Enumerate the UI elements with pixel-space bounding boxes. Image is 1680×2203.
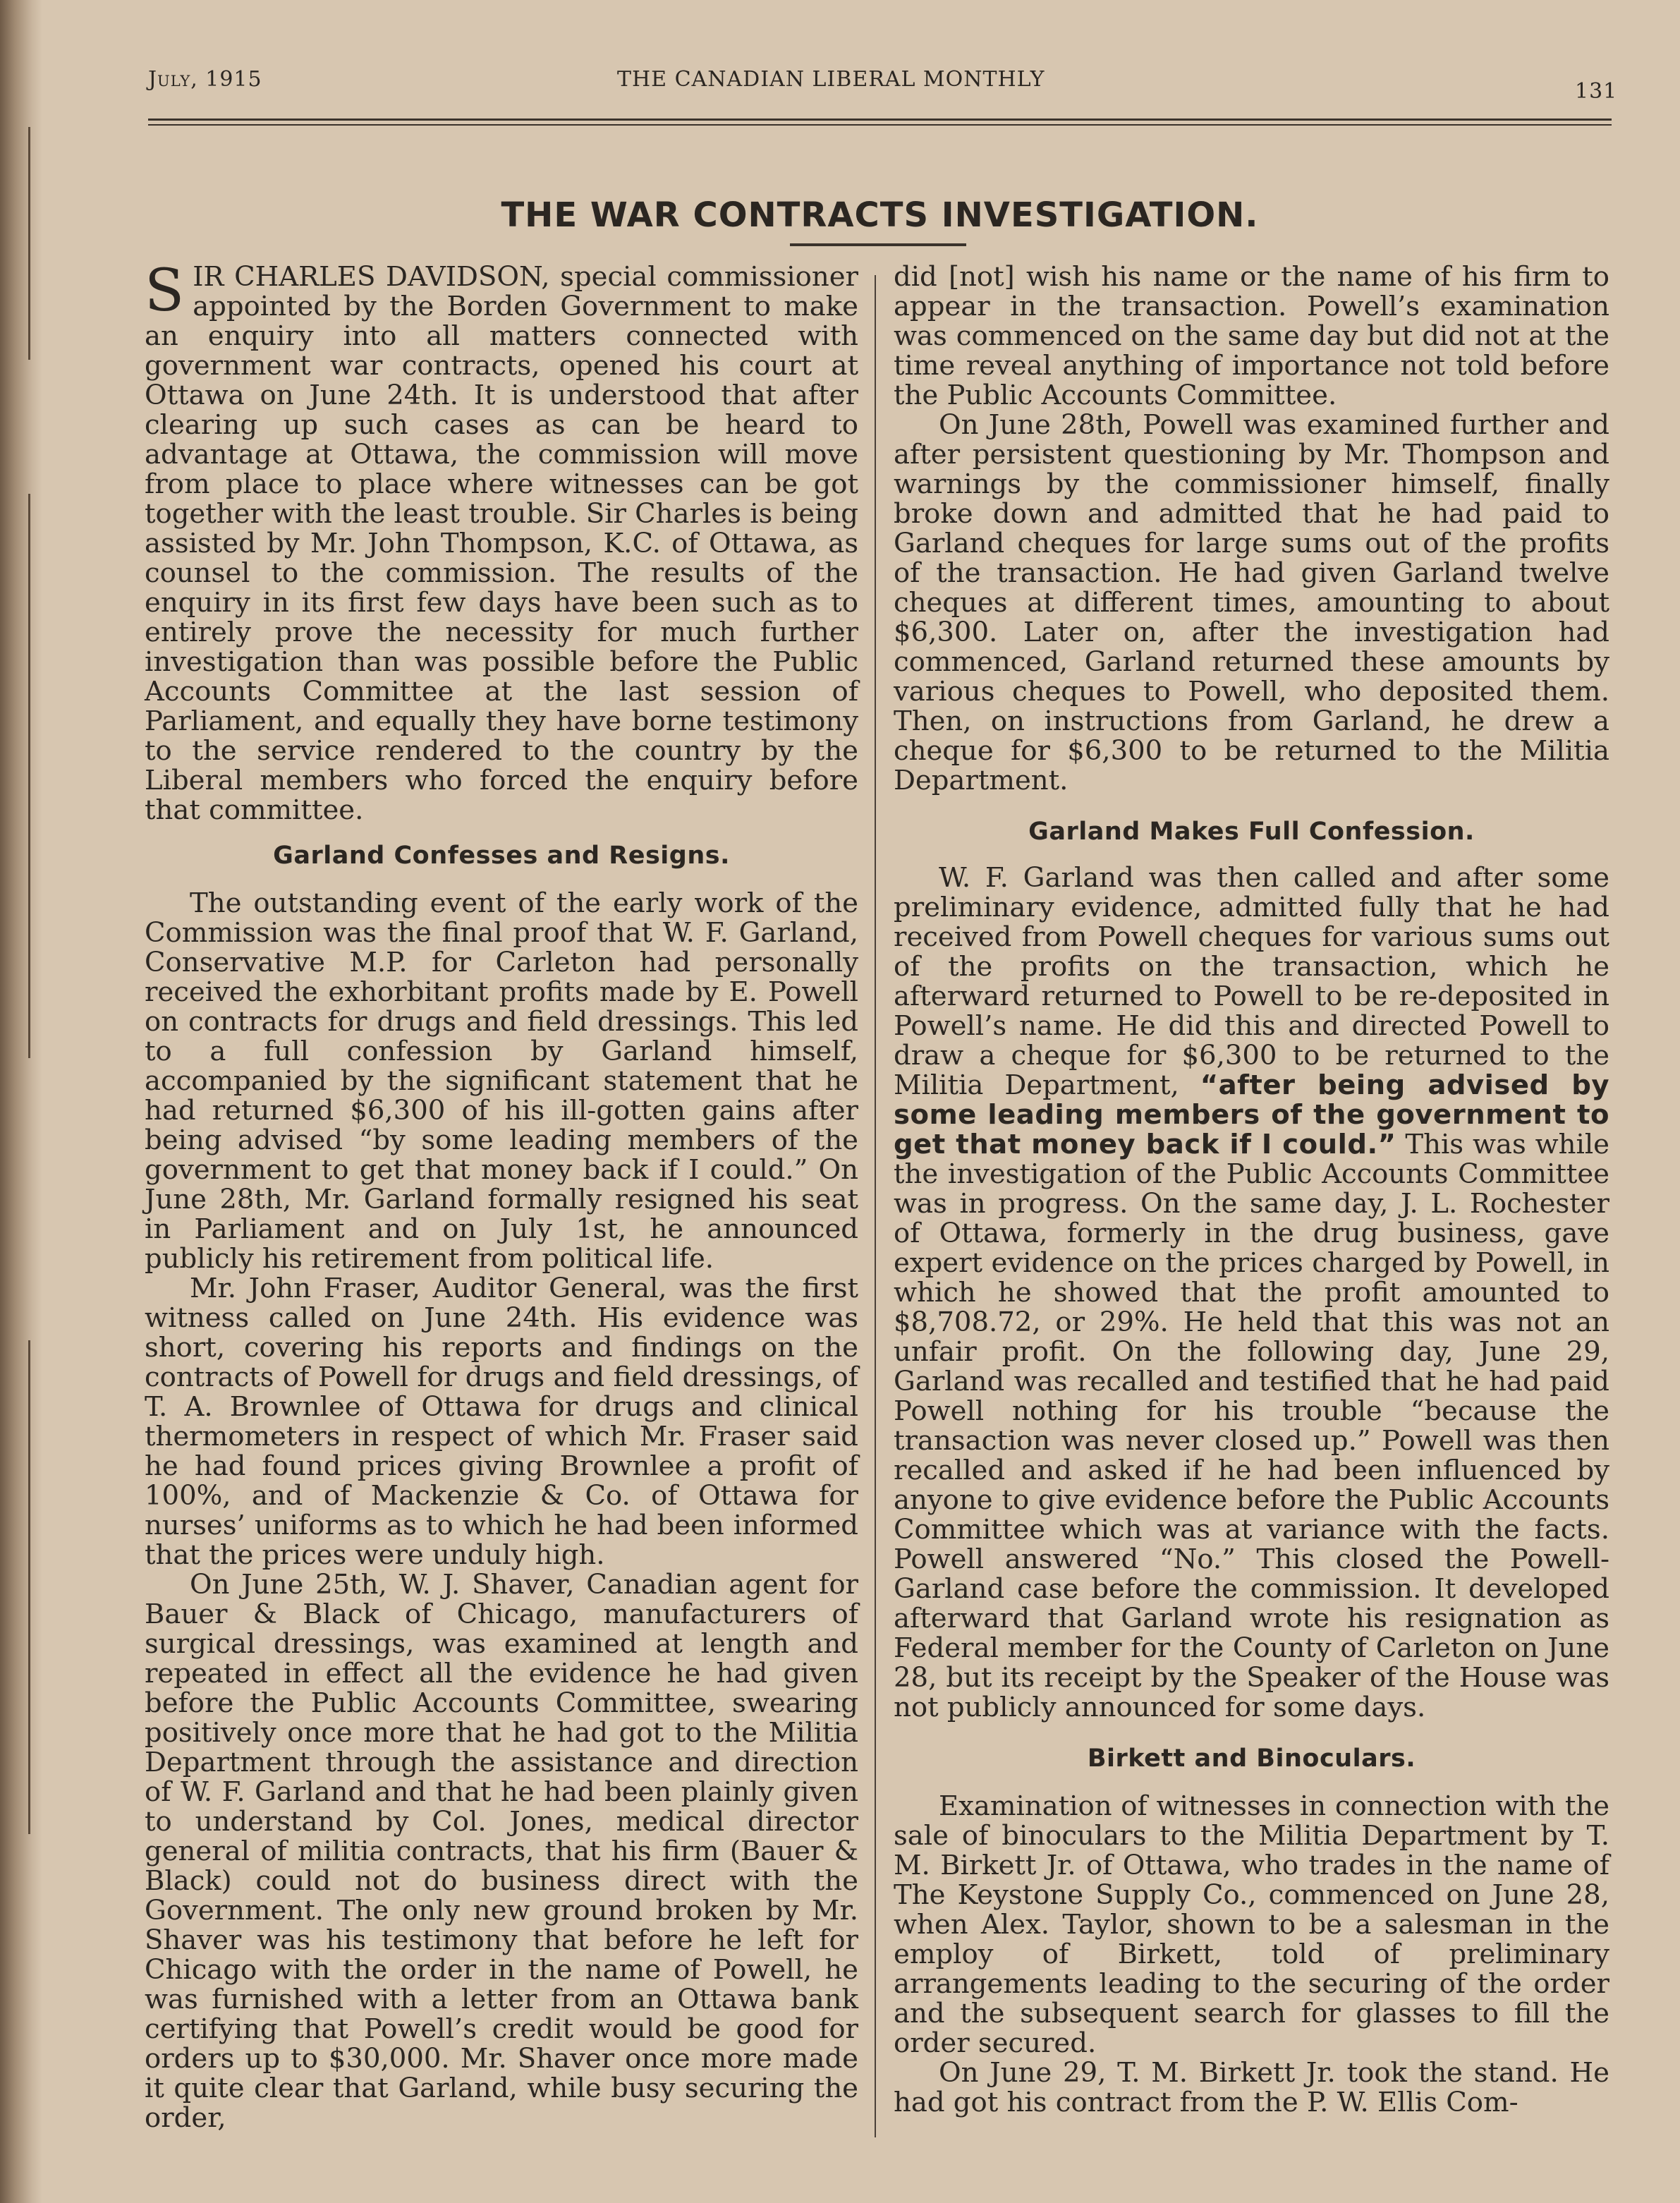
paragraph-text: This was while the investigation of the Public Accounts Committee was in progress. On the same day, J. L. Rochester of Ottawa, formerly in the drug business, gave expert evidence on the prices charged by Powell, in which he showed that the profit amounted to $8,708.72, or 29%. He held that this was not an unfair profit. On the following day, June 29, Garland was recalled and testified that he had paid Powell nothing for his trouble “because the transaction was never closed up.” Powell was then recalled and asked if he had been influenced by anyone to give evidence before the Public Accounts Committee which was at variance with the facts. Powell answered “No.” This closed the Powell-Garland case before the commission. It developed afterward that Garland wrote his resignation as Federal member for the County of Carleton on June 28, but its receipt by the Speaker of the House was not publicly announced for some days. bbox=[894, 1129, 1610, 1723]
header-rule-top bbox=[148, 119, 1612, 121]
heading-birkett-binoculars: Birkett and Binoculars. bbox=[1087, 1744, 1416, 1773]
book-spine-shadow bbox=[0, 0, 42, 2203]
paragraph: Mr. John Fraser, Auditor General, was the first witness called on June 24th. His evidence was short, covering his reports and findings on the contracts of Powell for drugs and field dressings, of T. A. Brownlee of Ottawa for drugs and clinical thermometers in respect of which Mr. Fraser said he had found prices giving Brownlee a profit of 100%, and of Mackenzie & Co. of Ottawa for nurses’ uniforms as to which he had been informed that the prices were unduly high. bbox=[145, 1273, 858, 1571]
intro-paragraph bbox=[145, 257, 858, 826]
heading-garland-confesses: Garland Confesses and Resigns. bbox=[273, 842, 730, 870]
drop-cap: S bbox=[145, 257, 185, 324]
heading-full-confession: Garland Makes Full Confession. bbox=[1028, 818, 1475, 846]
left-column bbox=[145, 257, 858, 2134]
paragraph: On June 28th, Powell was examined further and after persistent questioning by Mr. Thompson and warnings by the commissioner himself, finally broke down and admitted that he had paid to Garland cheques for large sums out of the profits of the transaction. He had given Garland twelve cheques at different times, amounting to about $6,300. Later on, after the investigation had commenced, Garland returned these amounts by various cheques to Powell, who deposited them. Then, on instructions from Garland, he drew a cheque for $6,300 to be returned to the Militia Department. bbox=[894, 409, 1609, 796]
spine-crease bbox=[28, 127, 30, 360]
spine-crease bbox=[28, 1340, 30, 1834]
header-rule-bottom bbox=[148, 124, 1612, 126]
bold-quote: “after being advised by some leading members of the government to get that money back if I could.” bbox=[894, 1069, 1610, 1160]
spine-crease bbox=[28, 494, 30, 1058]
paragraph-text: W. F. Garland was then called and after some preliminary evidence, admitted fully that he had received from Powell cheques for various sums out of the profits on the transaction, which he afterward returned to Powell to be re-deposited in Powell’s name. He did this and directed Powell to draw a cheque for $6,300 to be returned to the Militia Department, bbox=[894, 862, 1609, 1101]
page-number: 131 bbox=[1575, 79, 1618, 104]
column-divider bbox=[875, 275, 876, 2137]
paragraph: did [not] wish his name or the name of his firm to appear in the transaction. Powell’s examination was commenced on the same day but did not at the time reveal anything of importance not told before the Public Accounts Committee. bbox=[894, 261, 1609, 411]
paragraph: Examination of witnesses in connection with the sale of binoculars to the Militia Department by T. M. Birkett Jr. of Ottawa, who trades in the name of The Keystone Supply Co., commenced on June 28, when Alex. Taylor, shown to be a salesman in the employ of Birkett, told of preliminary arrangements leading to the securing of the order and the subsequent search for glasses to fill the order secured. bbox=[894, 1790, 1609, 2059]
article-title: THE WAR CONTRACTS INVESTIGATION. bbox=[501, 195, 1259, 236]
paragraph bbox=[894, 863, 1609, 1723]
paragraph: On June 29, T. M. Birkett Jr. took the stand. He had got his contract from the P. W. Ellis Com- bbox=[894, 2057, 1609, 2118]
intro-text: IR CHARLES DAVIDSON, special commissioner appointed by the Borden Government to make an enquiry into all matters connected with government war contracts, opened his court at Ottawa on June 24th. It is understood that after clearing up such cases as can be heard to advantage at Ottawa, the commission will move from place to place where witnesses can be got together with the least trouble. Sir Charles is being assisted by Mr. John Thompson, K.C. of Ottawa, as counsel to the commission. The results of the enquiry in its first few days have been such as to entirely prove the necessity for much further investigation than was possible before the Public Accounts Committee at the last session of Parliament, and equally they have borne testimony to the service rendered to the country by the Liberal members who forced the enquiry before that committee. bbox=[145, 261, 858, 826]
right-column bbox=[894, 262, 1609, 2118]
paragraph: The outstanding event of the early work of the Commission was the final proof that W. F. Garland, Conservative M.P. for Carleton had personally received the exhorbitant profits made by E. Powell on contracts for drugs and field dressings. This led to a full confession by Garland himself, accompanied by the significant statement that he had returned $6,300 of his ill-gotten gains after being advised “by some leading members of the government to get that money back if I could.” On June 28th, Mr. Garland formally resigned his seat in Parliament and on July 1st, he announced publicly his retirement from political life. bbox=[145, 887, 858, 1275]
paragraph: On June 25th, W. J. Shaver, Canadian agent for Bauer & Black of Chicago, manufacturers of surgical dressings, was examined at length and repeated in effect all the evidence he had given before the Public Accounts Committee, swearing positively once more that he had got to the Militia Department through the assistance and direction of W. F. Garland and that he had been plainly given to understand by Col. Jones, medical director general of militia contracts, that his firm (Bauer & Black) could not do business direct with the Government. The only new ground broken by Mr. Shaver was his testimony that before he left for Chicago with the order in the name of Powell, he was furnished with a letter from an Ottawa bank certifying that Powell’s credit would be good for orders up to $30,000. Mr. Shaver once more made it quite clear that Garland, while busy securing the order, bbox=[145, 1569, 858, 2134]
running-head-date: July, 1915 bbox=[148, 67, 262, 92]
running-head-journal: THE CANADIAN LIBERAL MONTHLY bbox=[617, 67, 1045, 92]
title-underline bbox=[790, 243, 966, 246]
